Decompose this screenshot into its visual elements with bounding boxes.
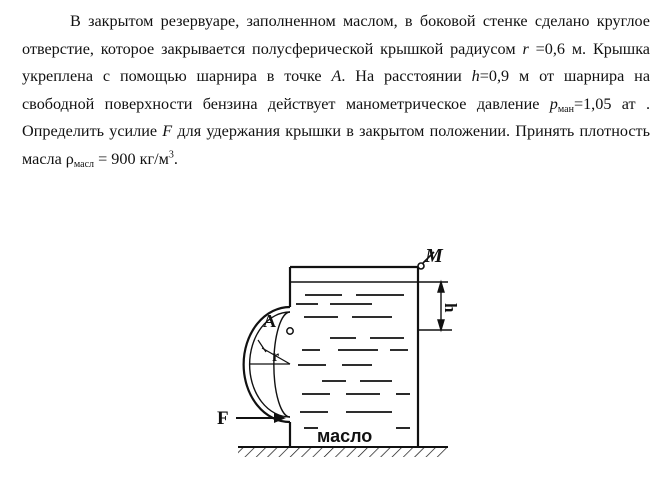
text-part: = 900 кг/м (94, 149, 169, 168)
label-r: r (272, 348, 280, 365)
symbol-F: F (162, 122, 173, 141)
text-part: . На расстоянии (341, 67, 472, 86)
subscript-man: ман (557, 103, 574, 115)
oil-dashes (296, 295, 410, 428)
text-part: В закрытом резервуаре, заполненном маслом, в боковой стенке сделано круглое отверстие, которое закрывается полусферической крышкой радиусом (22, 12, 650, 58)
subscript-masl: масл (73, 158, 95, 170)
symbol-h: h (471, 67, 480, 86)
label-A: A (263, 311, 276, 331)
label-F: F (217, 408, 229, 429)
tank-walls (290, 267, 418, 447)
text-part: =1,05 ат . Определить усилие (22, 94, 650, 141)
symbol-p: p (549, 94, 558, 113)
label-M: M (425, 245, 443, 267)
label-oil: масло (317, 426, 373, 446)
symbol-r: r (522, 39, 529, 58)
text-part: =0,9 м от шарнира на свободной поверхности бензина действует манометрическое давление (22, 67, 651, 113)
text-part: . (173, 149, 178, 168)
text-part: =0,6 м. Крышка укреплена с помощью шарнира в точке (22, 39, 650, 86)
ground (238, 447, 448, 457)
symbol-A: A (331, 67, 342, 86)
text-part: для удержания крышки в закрытом положении. Принять плотность масла ρ (22, 122, 650, 168)
superscript-3: 3 (168, 149, 174, 161)
label-h: h (441, 303, 460, 313)
